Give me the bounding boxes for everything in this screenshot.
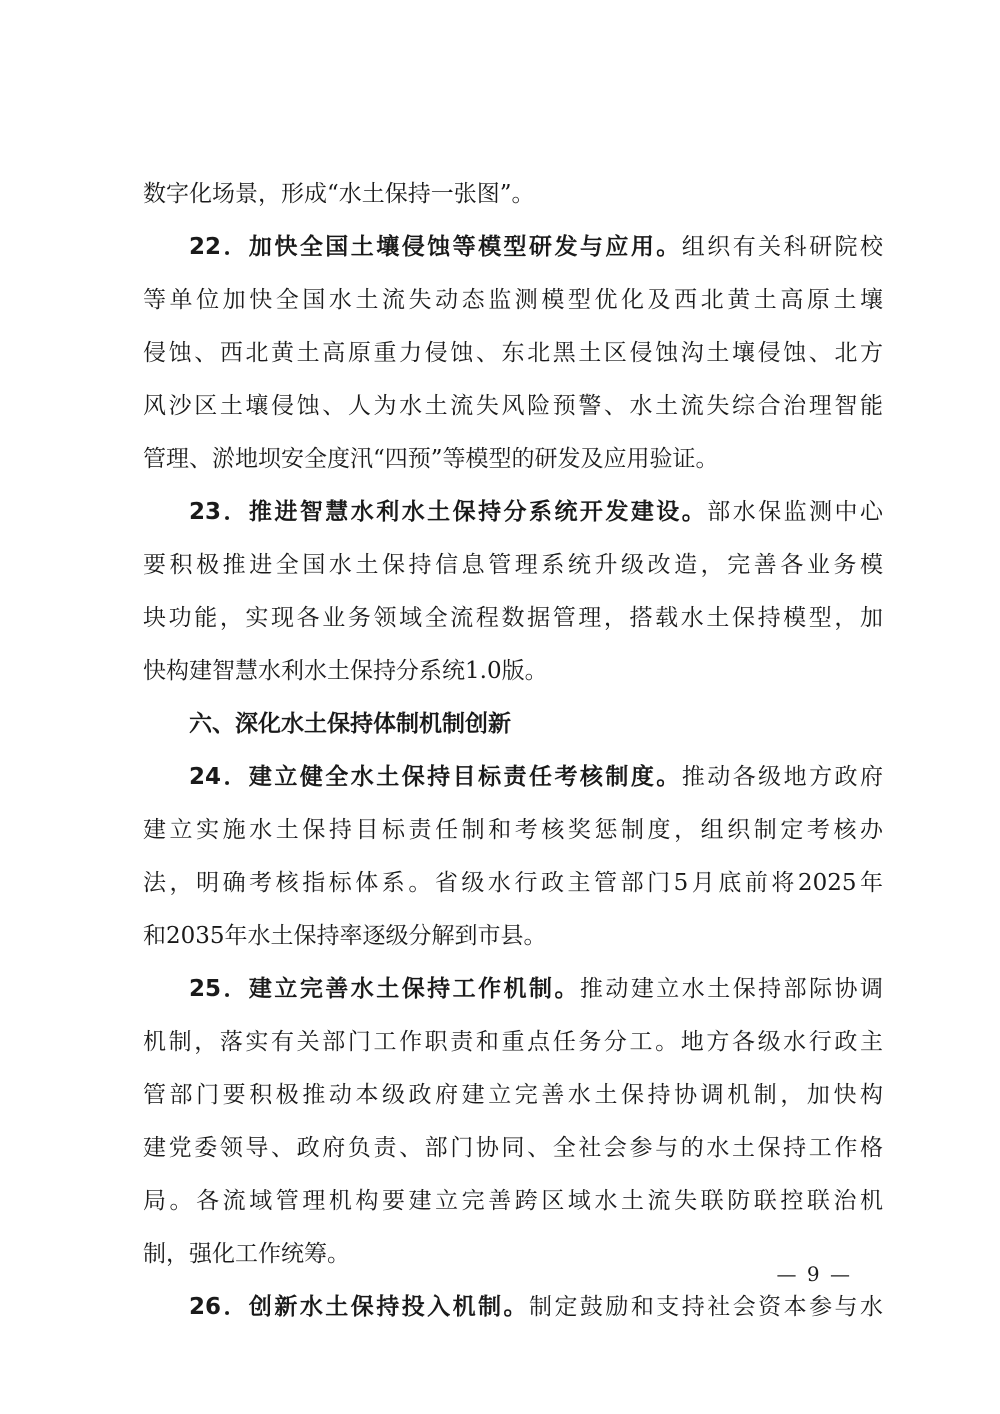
item-lead-23: 23．推进智慧水利水土保持分系统开发建设。 bbox=[189, 499, 708, 525]
text-line: 风沙区土壤侵蚀、人为水土流失风险预警、水土流失综合治理智能 bbox=[143, 393, 883, 419]
page-number: — 9 — bbox=[776, 1262, 852, 1286]
paragraph-25 bbox=[143, 963, 883, 1281]
paragraph-26 bbox=[143, 1281, 883, 1334]
item-text: 制定鼓励和支持社会资本参与水 bbox=[529, 1294, 883, 1320]
text-line: 和2035年水土保持率逐级分解到市县。 bbox=[143, 923, 547, 949]
paragraph-24 bbox=[143, 751, 883, 963]
text-line: 快构建智慧水利水土保持分系统1.0版。 bbox=[143, 658, 548, 684]
text-line bbox=[143, 1281, 883, 1334]
item-lead-25: 25．建立完善水土保持工作机制。 bbox=[189, 976, 580, 1002]
text-line: 建党委领导、政府负责、部门协同、全社会参与的水土保持工作格 bbox=[143, 1135, 883, 1161]
text-line: 等单位加快全国水土流失动态监测模型优化及西北黄土高原土壤 bbox=[143, 287, 883, 313]
document-body bbox=[143, 168, 883, 1334]
text-line bbox=[143, 221, 883, 274]
item-text: 组织有关科研院校 bbox=[681, 234, 883, 260]
paragraph-23 bbox=[143, 486, 883, 698]
item-lead-26: 26．创新水土保持投入机制。 bbox=[189, 1294, 529, 1320]
text-line: 法，明确考核指标体系。省级水行政主管部门5月底前将2025年 bbox=[143, 870, 883, 896]
text-line bbox=[143, 751, 883, 804]
text-line: 要积极推进全国水土保持信息管理系统升级改造，完善各业务模 bbox=[143, 552, 883, 578]
text-line: 管理、淤地坝安全度汛“四预”等模型的研发及应用验证。 bbox=[143, 446, 719, 472]
text-line: 局。各流域管理机构要建立完善跨区域水土流失联防联控联治机 bbox=[143, 1188, 883, 1214]
text-line: 数字化场景，形成“水土保持一张图”。 bbox=[143, 181, 535, 207]
text-line: 管部门要积极推动本级政府建立完善水土保持协调机制，加快构 bbox=[143, 1082, 883, 1108]
item-lead-22: 22．加快全国土壤侵蚀等模型研发与应用。 bbox=[189, 234, 682, 260]
paragraph-continued bbox=[143, 168, 883, 221]
text-line: 侵蚀、西北黄土高原重力侵蚀、东北黑土区侵蚀沟土壤侵蚀、北方 bbox=[143, 340, 883, 366]
text-line: 建立实施水土保持目标责任制和考核奖惩制度，组织制定考核办 bbox=[143, 817, 883, 843]
item-text: 推动各级地方政府 bbox=[681, 764, 883, 790]
paragraph-22 bbox=[143, 221, 883, 486]
item-lead-24: 24．建立健全水土保持目标责任考核制度。 bbox=[189, 764, 682, 790]
text-line bbox=[143, 486, 883, 539]
text-line bbox=[143, 963, 883, 1016]
text-line: 机制，落实有关部门工作职责和重点任务分工。地方各级水行政主 bbox=[143, 1029, 883, 1055]
text-line: 制，强化工作统筹。 bbox=[143, 1241, 350, 1267]
item-text: 推动建立水土保持部际协调 bbox=[579, 976, 883, 1002]
text-line: 块功能，实现各业务领域全流程数据管理，搭载水土保持模型，加 bbox=[143, 605, 883, 631]
section-heading: 六、深化水土保持体制机制创新 bbox=[189, 711, 511, 737]
item-text: 部水保监测中心 bbox=[707, 499, 883, 525]
